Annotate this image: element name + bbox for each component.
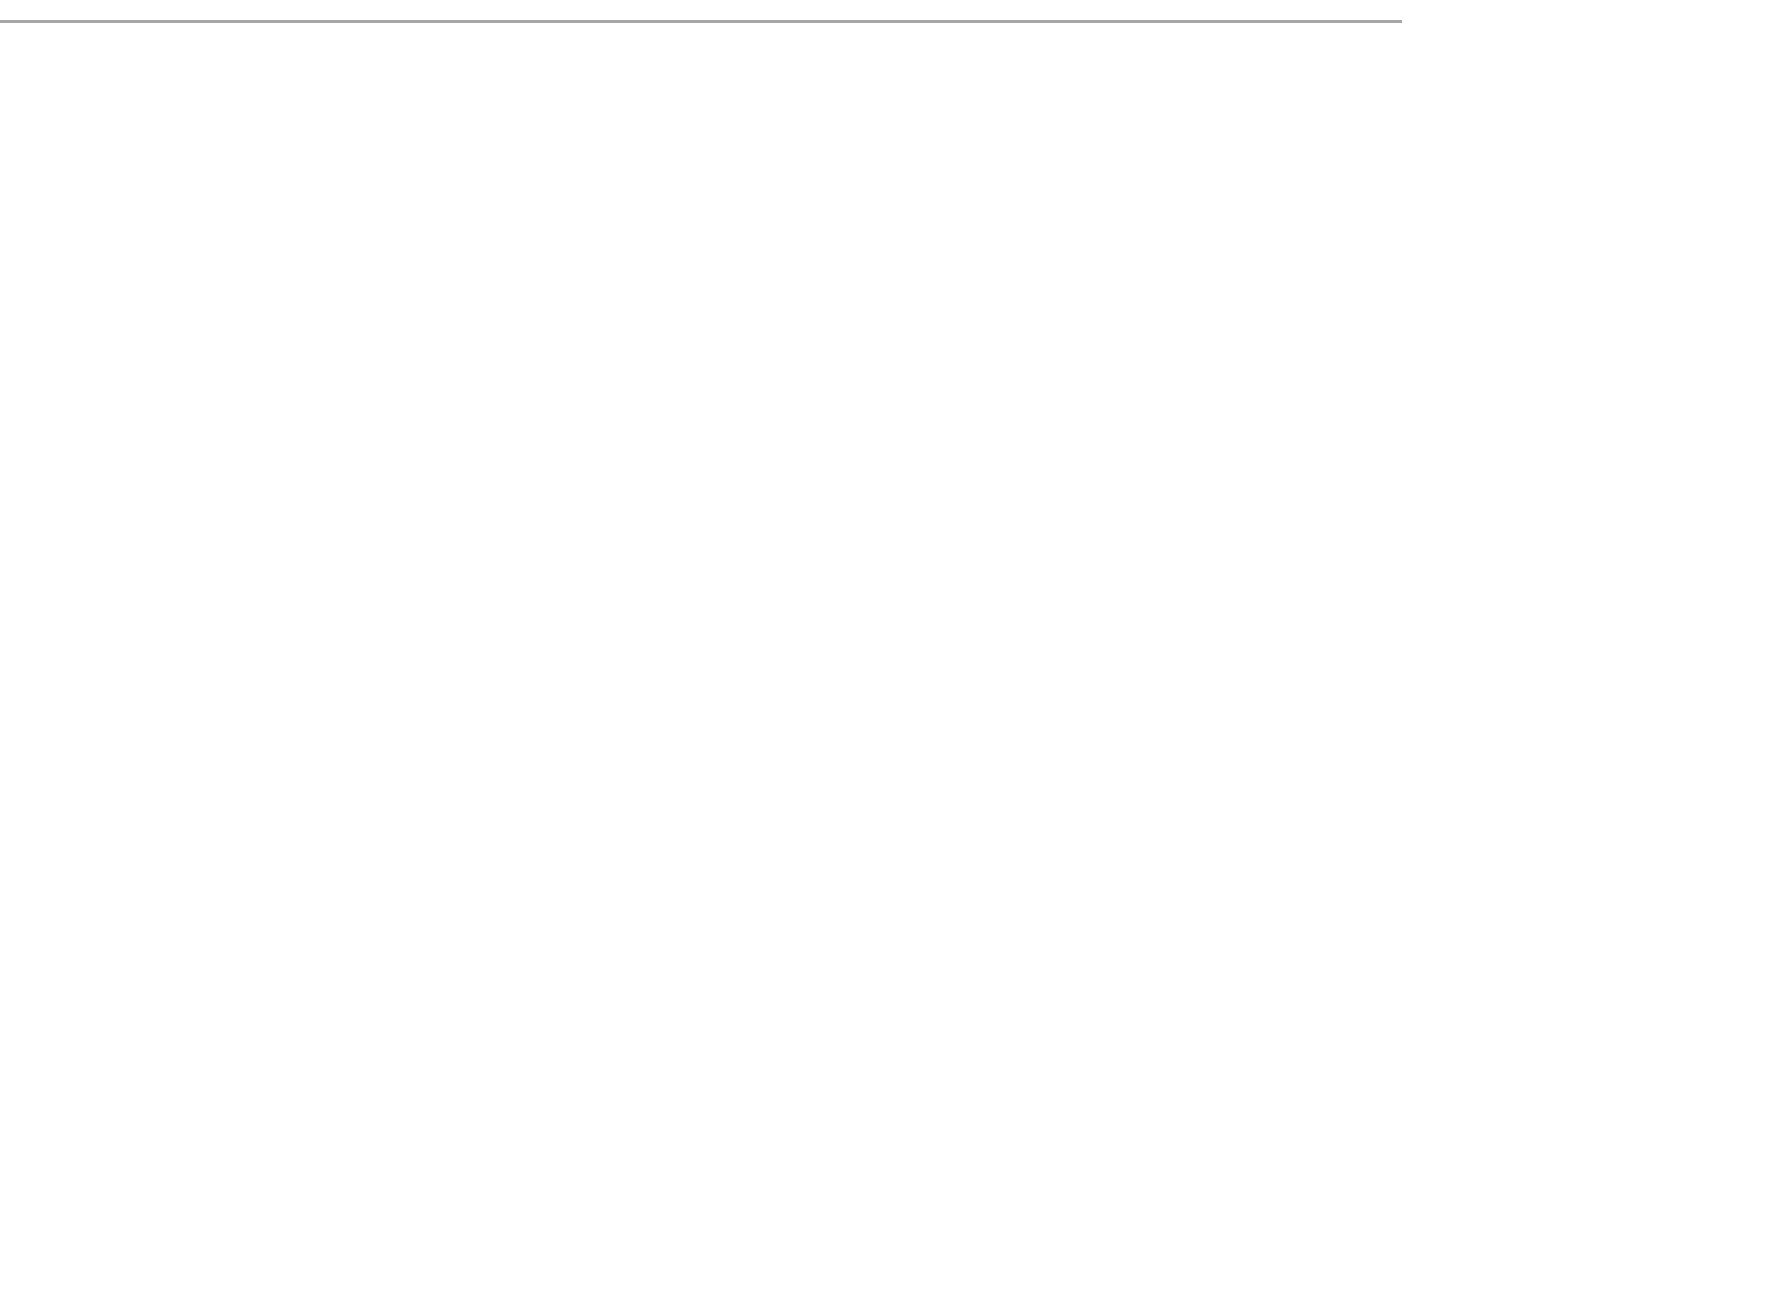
header-separator	[0, 20, 1402, 23]
